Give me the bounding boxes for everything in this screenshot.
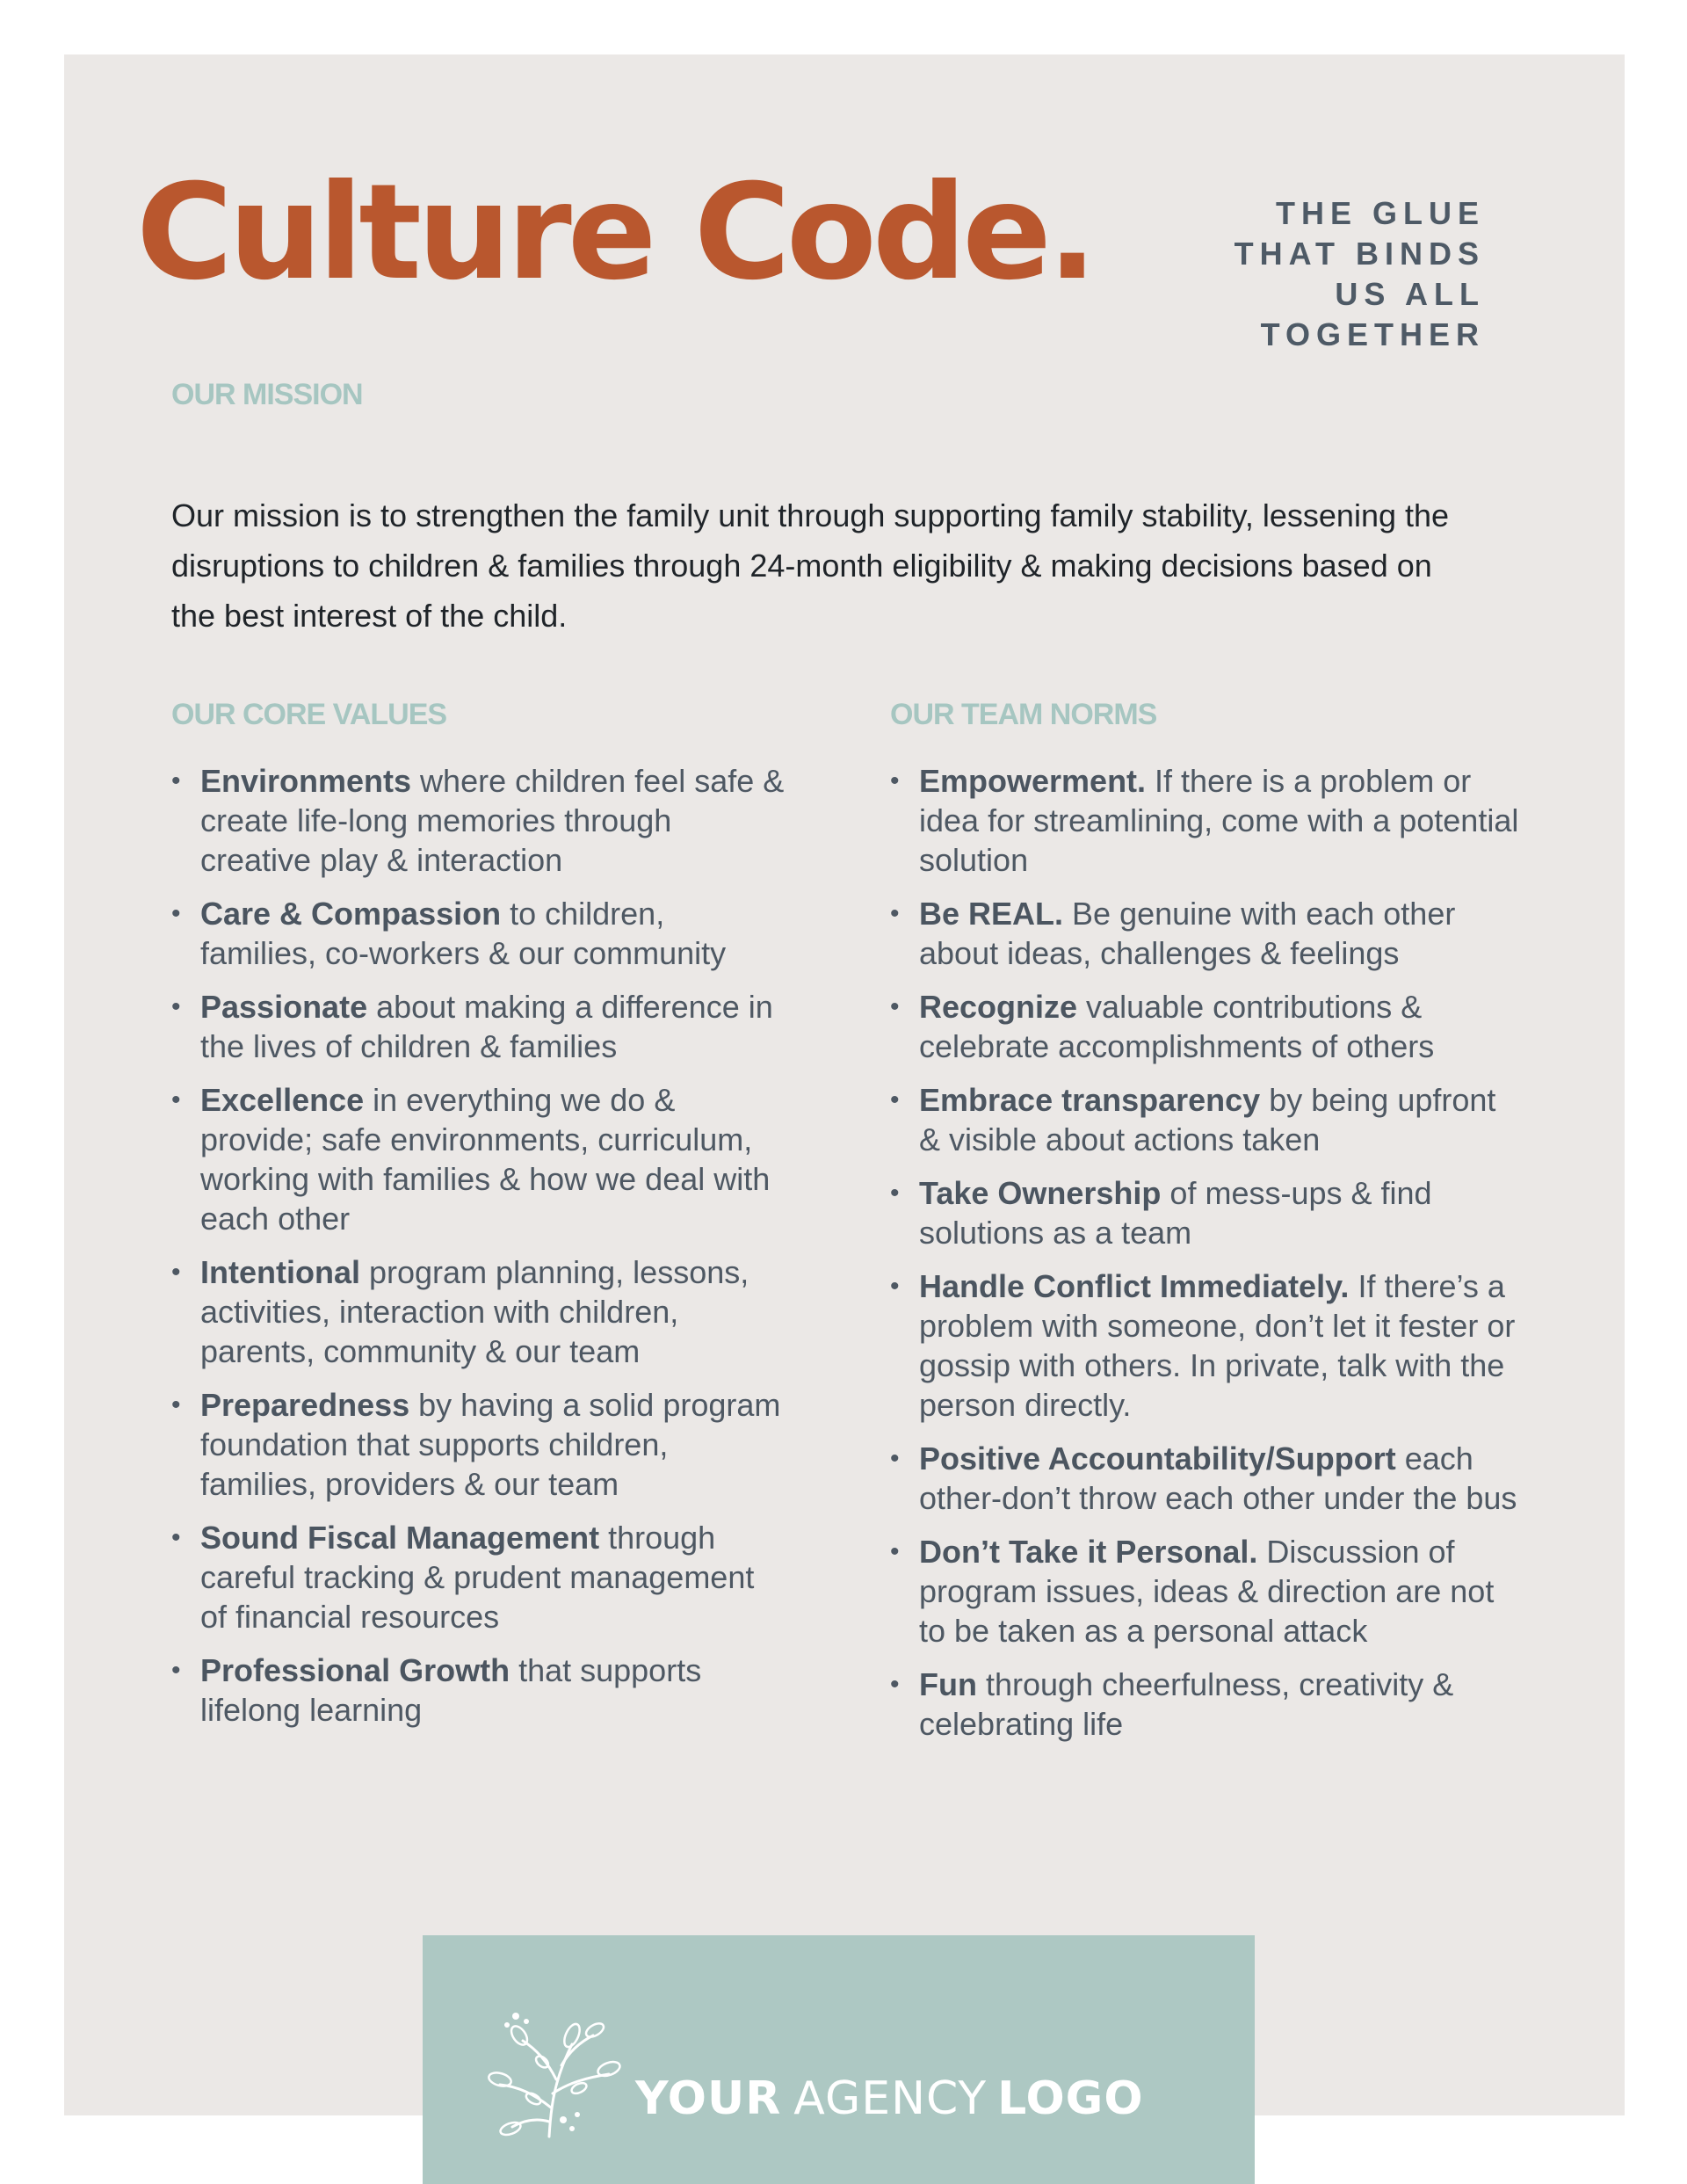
item-keyword: Positive Accountability/Support bbox=[919, 1440, 1396, 1477]
item-description: through cheerfulness, creativity & celebrating life bbox=[919, 1666, 1454, 1742]
list-item bbox=[890, 1439, 1523, 1518]
item-description: program planning, lessons, activities, interaction with children, parents, community & our team bbox=[200, 1254, 749, 1369]
bullet-icon: • bbox=[171, 1656, 181, 1685]
agency-logo-text bbox=[635, 2072, 1144, 2125]
list-item bbox=[171, 1385, 786, 1504]
tagline-line: US ALL bbox=[1335, 276, 1485, 312]
item-keyword: Handle Conflict Immediately. bbox=[919, 1268, 1350, 1304]
bullet-icon: • bbox=[890, 899, 900, 928]
logo-word: LOGO bbox=[997, 2072, 1144, 2125]
item-description: If there’s a problem with someone, don’t let it fester or gossip with others. In private, talk with the person directly. bbox=[919, 1268, 1516, 1423]
bullet-icon: • bbox=[890, 1537, 900, 1566]
item-keyword: Don’t Take it Personal. bbox=[919, 1534, 1258, 1570]
list-item bbox=[171, 1080, 786, 1238]
bullet-icon: • bbox=[171, 992, 181, 1021]
bullet-icon: • bbox=[890, 1272, 900, 1301]
logo-word: YOUR bbox=[635, 2072, 782, 2125]
item-keyword: Take Ownership bbox=[919, 1175, 1162, 1211]
item-description: through careful tracking & prudent management of financial resources bbox=[200, 1520, 755, 1635]
bullet-icon: • bbox=[890, 1444, 900, 1473]
bullet-icon: • bbox=[171, 1390, 181, 1419]
tagline-line: THE GLUE bbox=[1275, 195, 1485, 231]
item-keyword: Care & Compassion bbox=[200, 896, 502, 932]
item-description: to children, families, co-workers & our community bbox=[200, 896, 727, 971]
team-norms-list bbox=[890, 761, 1523, 1758]
item-keyword: Preparedness bbox=[200, 1387, 410, 1423]
tagline bbox=[1234, 193, 1485, 355]
item-description: valuable contributions & celebrate accomplishments of others bbox=[919, 989, 1435, 1064]
floral-sprig-icon bbox=[481, 2009, 621, 2141]
item-keyword: Sound Fiscal Management bbox=[200, 1520, 600, 1556]
item-description: each other-don’t throw each other under the bus bbox=[919, 1440, 1517, 1516]
item-keyword: Intentional bbox=[200, 1254, 360, 1290]
item-description: that supports lifelong learning bbox=[200, 1652, 702, 1728]
page-title: Culture Code. bbox=[136, 156, 1093, 309]
list-item bbox=[171, 1252, 786, 1371]
agency-logo-band bbox=[423, 1935, 1255, 2184]
list-item bbox=[171, 761, 786, 880]
list-item bbox=[171, 987, 786, 1066]
item-keyword: Professional Growth bbox=[200, 1652, 510, 1688]
bullet-icon: • bbox=[890, 992, 900, 1021]
item-description: in everything we do & provide; safe environments, curriculum, working with families & how we deal with each other bbox=[200, 1082, 771, 1237]
item-keyword: Fun bbox=[919, 1666, 977, 1702]
item-description: of mess-ups & find solutions as a team bbox=[919, 1175, 1432, 1251]
core-values-list bbox=[171, 761, 786, 1744]
core-values-heading: OUR CORE VALUES bbox=[171, 698, 447, 731]
bullet-icon: • bbox=[890, 1670, 900, 1699]
tagline-line: THAT BINDS bbox=[1234, 236, 1485, 272]
bullet-icon: • bbox=[171, 899, 181, 928]
list-item bbox=[890, 987, 1523, 1066]
bullet-icon: • bbox=[171, 766, 181, 795]
bullet-icon: • bbox=[171, 1523, 181, 1552]
item-keyword: Environments bbox=[200, 763, 412, 799]
item-description: Be genuine with each other about ideas, challenges & feelings bbox=[919, 896, 1456, 971]
bullet-icon: • bbox=[890, 1179, 900, 1208]
bullet-icon: • bbox=[171, 1085, 181, 1114]
list-item bbox=[890, 1532, 1523, 1651]
list-item bbox=[171, 1518, 786, 1636]
item-description: If there is a problem or idea for streamlining, come with a potential solution bbox=[919, 763, 1519, 878]
team-norms-heading: OUR TEAM NORMS bbox=[890, 698, 1157, 731]
logo-word: AGENCY bbox=[793, 2072, 988, 2125]
item-keyword: Excellence bbox=[200, 1082, 365, 1118]
item-keyword: Recognize bbox=[919, 989, 1078, 1025]
bullet-icon: • bbox=[890, 766, 900, 795]
page-sheet bbox=[64, 54, 1625, 2115]
list-item bbox=[171, 894, 786, 973]
item-description: about making a difference in the lives of children & families bbox=[200, 989, 773, 1064]
bullet-icon: • bbox=[171, 1258, 181, 1287]
list-item bbox=[890, 1080, 1523, 1159]
list-item bbox=[890, 894, 1523, 973]
item-keyword: Empowerment. bbox=[919, 763, 1147, 799]
list-item bbox=[890, 1266, 1523, 1425]
item-keyword: Passionate bbox=[200, 989, 368, 1025]
bullet-icon: • bbox=[890, 1085, 900, 1114]
mission-text: Our mission is to strengthen the family unit through supporting family stability, lessening the disruptions to children & families through 24-month eligibility & making decisions based on the best interest of the child. bbox=[171, 497, 1450, 634]
item-description: where children feel safe & create life-long memories through creative play & interaction bbox=[200, 763, 785, 878]
list-item bbox=[890, 1665, 1523, 1744]
item-keyword: Embrace transparency bbox=[919, 1082, 1261, 1118]
item-keyword: Be REAL. bbox=[919, 896, 1064, 932]
list-item bbox=[890, 1173, 1523, 1252]
item-description: by having a solid program foundation that supports children, families, providers & our team bbox=[200, 1387, 781, 1502]
list-item bbox=[171, 1651, 786, 1730]
list-item bbox=[890, 761, 1523, 880]
mission-heading: OUR MISSION bbox=[171, 378, 363, 411]
tagline-line: TOGETHER bbox=[1260, 316, 1485, 352]
item-description: Discussion of program issues, ideas & direction are not to be taken as a personal attack bbox=[919, 1534, 1495, 1649]
item-description: by being upfront & visible about actions taken bbox=[919, 1082, 1496, 1157]
